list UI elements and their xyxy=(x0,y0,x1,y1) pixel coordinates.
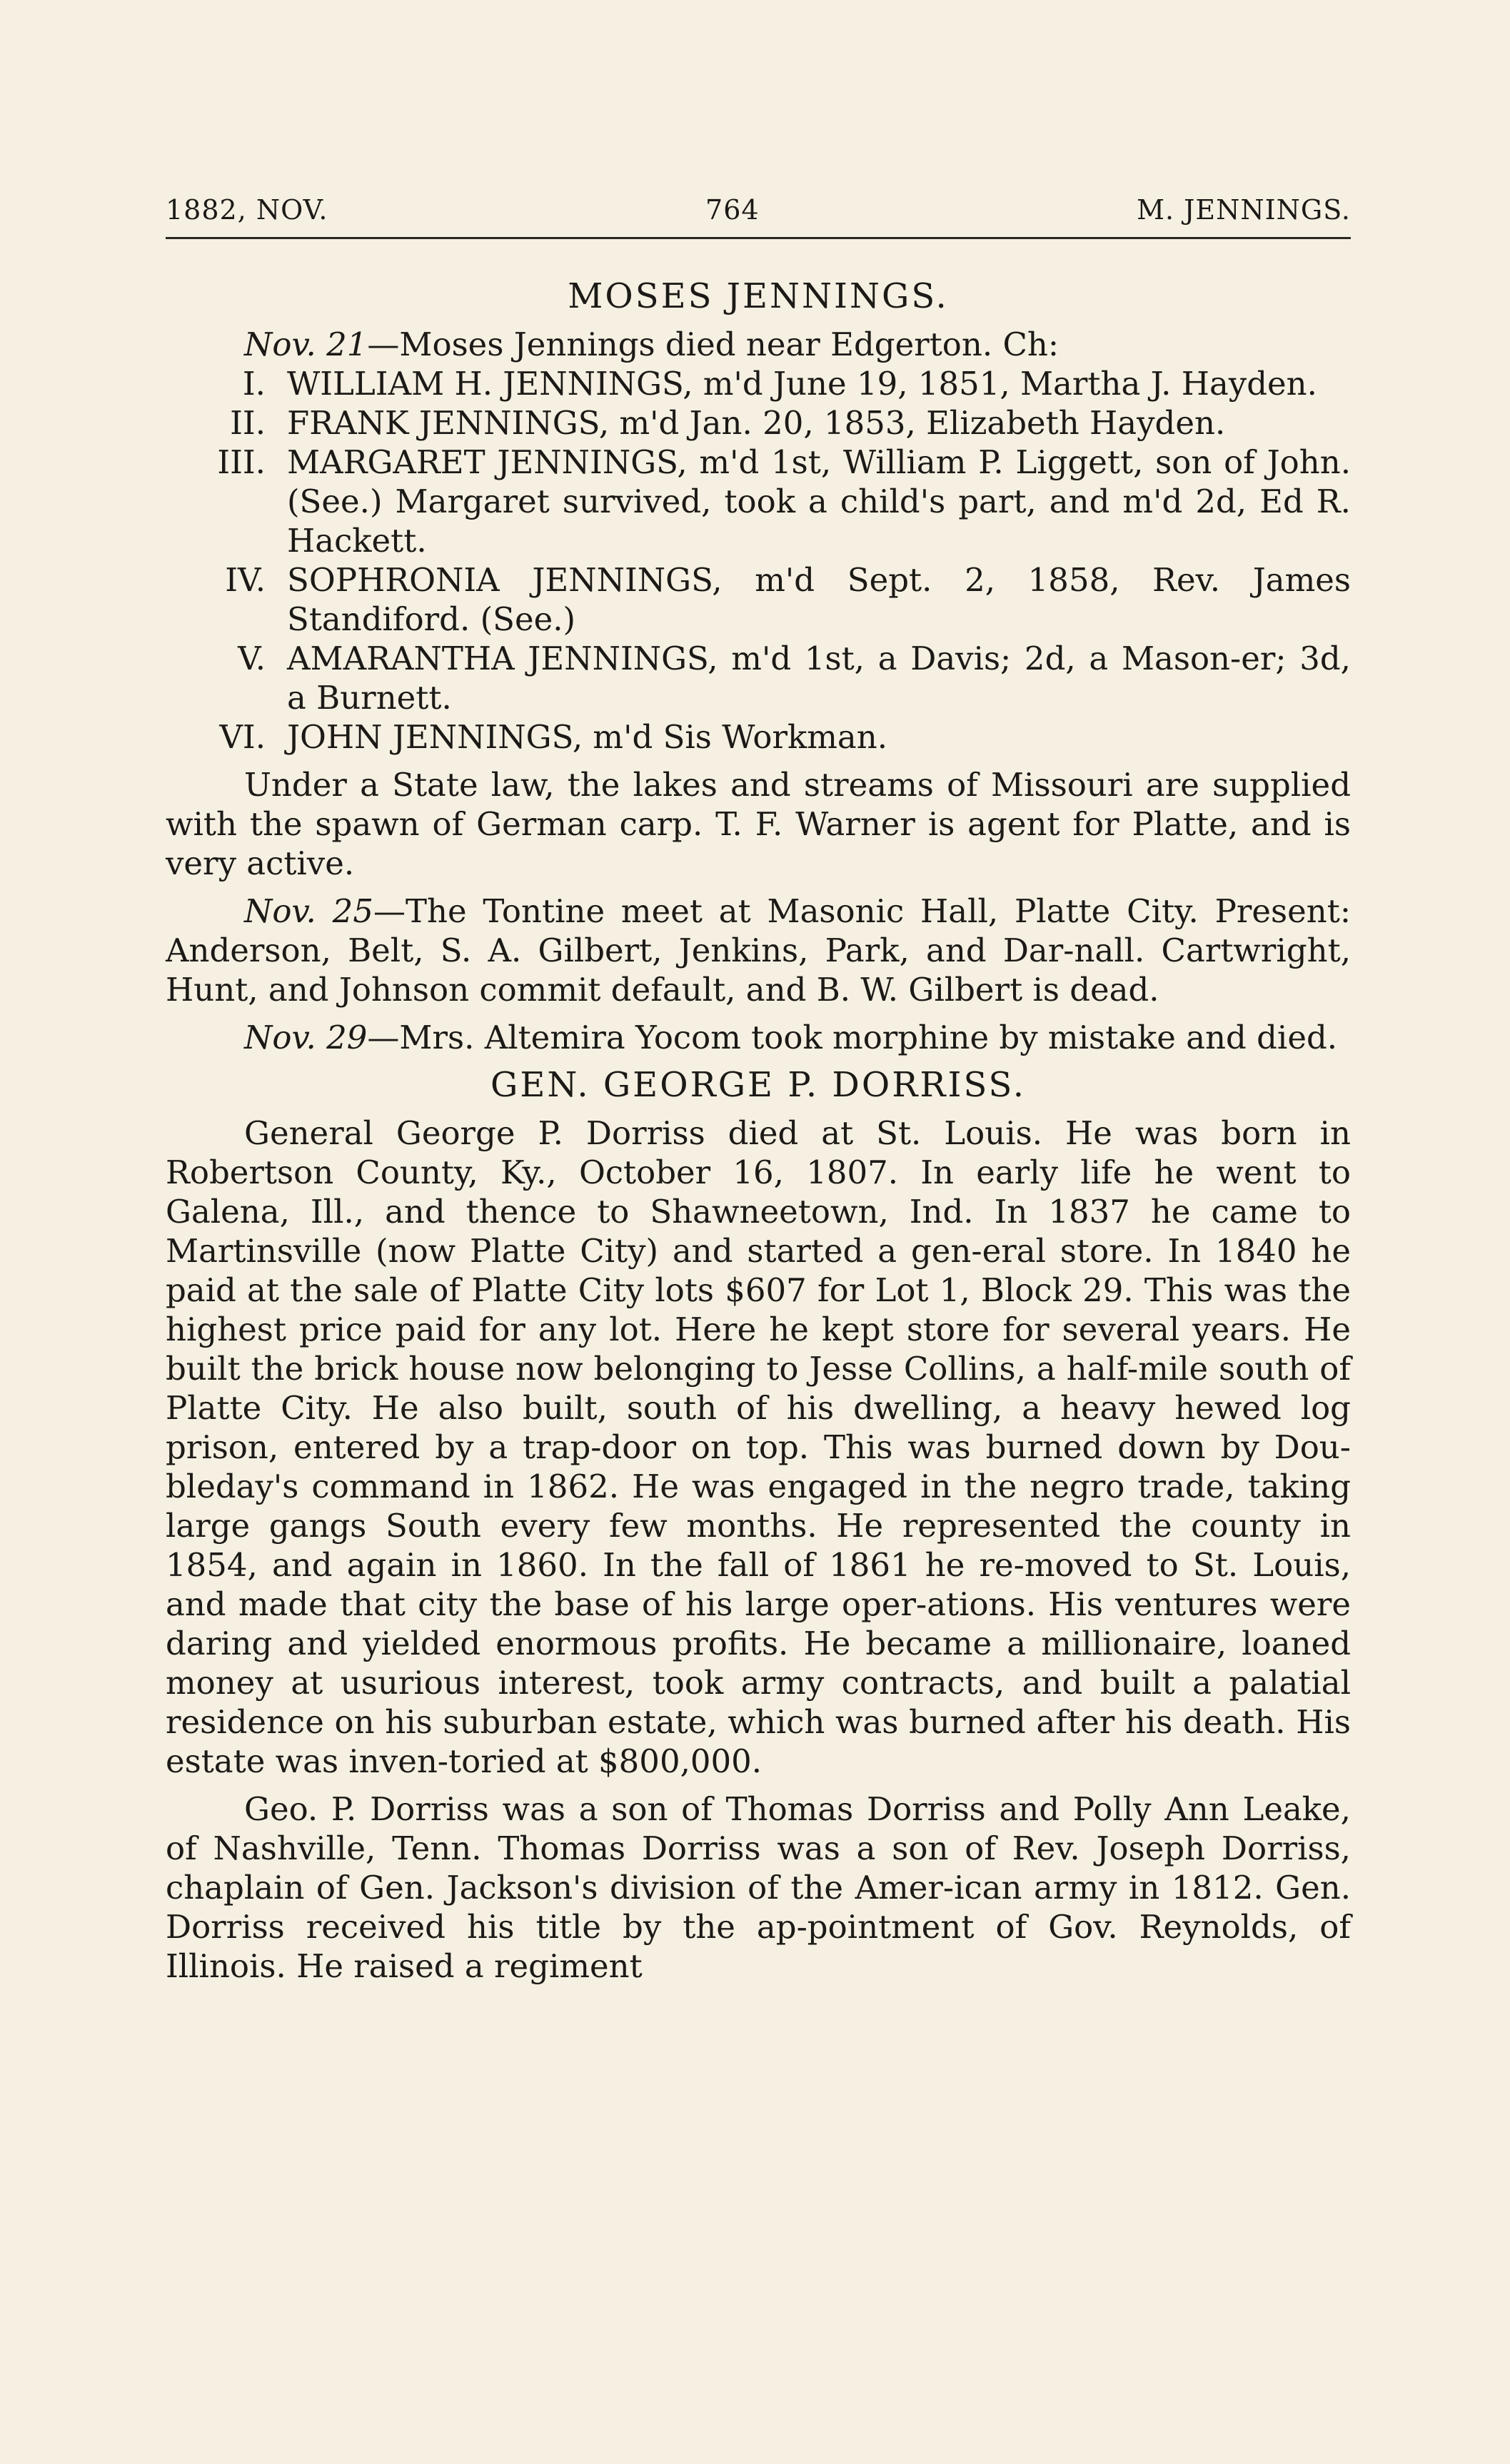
list-item-text: JOHN JENNINGS, m'd Sis Workman. xyxy=(287,718,888,756)
list-item-text: AMARANTHA JENNINGS, m'd 1st, a Davis; 2d, a Mason-er; 3d, a Burnett. xyxy=(287,640,1351,717)
list-item-text: MARGARET JENNINGS, m'd 1st, William P. Liggett, son of John. (See.) Margaret survived, took a child's part, and m'd 2d, Ed R. Hackett. xyxy=(287,443,1351,560)
list-item xyxy=(166,364,1351,403)
entry-date: Nov. 29 xyxy=(244,1019,368,1056)
list-item-number: IV. xyxy=(225,561,266,599)
entry-date: Nov. 21 xyxy=(244,325,368,363)
entry-date: Nov. 25 xyxy=(244,892,373,930)
list-item xyxy=(166,717,1351,757)
header-rule xyxy=(166,237,1351,239)
entry-text: —Moses Jennings died near Edgerton. Ch: xyxy=(367,325,1059,363)
section-title-moses-jennings: MOSES JENNINGS. xyxy=(568,276,949,316)
yocom-paragraph xyxy=(166,1018,1351,1057)
list-item-text: SOPHRONIA JENNINGS, m'd Sept. 2, 1858, Rev. James Standiford. (See.) xyxy=(287,561,1351,638)
intro-paragraph xyxy=(166,325,1351,364)
list-item xyxy=(166,639,1351,717)
list-item-number: V. xyxy=(238,640,266,677)
list-item-number: III. xyxy=(217,443,266,481)
header-name: M. JENNINGS. xyxy=(1137,194,1351,226)
entry-text: —Mrs. Altemira Yocom took morphine by mistake and died. xyxy=(367,1019,1338,1056)
page-number: 764 xyxy=(705,194,760,226)
list-item xyxy=(166,443,1351,560)
list-item-number: I. xyxy=(242,365,266,403)
list-item xyxy=(166,560,1351,639)
carp-paragraph: Under a State law, the lakes and streams of Missouri are supplied with the spawn of German carp. T. F. Warner is agent for Platte, and is very active. xyxy=(166,766,1351,882)
list-item-text: FRANK JENNINGS, m'd Jan. 20, 1853, Elizabeth Hayden. xyxy=(287,404,1226,442)
list-item-text: WILLIAM H. JENNINGS, m'd June 19, 1851, Martha J. Hayden. xyxy=(287,365,1317,403)
dorriss-paragraph-1: General George P. Dorriss died at St. Louis. He was born in Robertson County, Ky., October 16, 1807. In early life he went to Galena, Ill., and thence to Shawneetown, Ind. In 1837 he came to Martinsville (now Platte City) and started a gen-eral store. In 1840 he paid at the sale of Platte City lots $607 for Lot 1, Block 29. This was the highest price paid for any lot. Here he kept store for several years. He built the brick house now belonging to Jesse Collins, a half-mile south of Platte City. He also built, south of his dwelling, a heavy hewed log prison, entered by a trap-door on top. This was burned down by Dou-bleday's command in 1862. He was engaged in the negro trade, taking large gangs South every few months. He represented the county in 1854, and again in 1860. In the fall of 1861 he re-moved to St. Louis, and made that city the base of his large oper-ations. His ventures were daring and yielded enormous profits. He became a millionaire, loaned money at usurious interest, took army contracts, and built a palatial residence on his suburban estate, which was burned after his death. His estate was inven-toried at $800,000. xyxy=(166,1114,1351,1780)
running-header xyxy=(166,194,1351,226)
dorriss-paragraph-2: Geo. P. Dorriss was a son of Thomas Dorriss and Polly Ann Leake, of Nashville, Tenn. Thomas Dorriss was a son of Rev. Joseph Dorriss, chaplain of Gen. Jackson's division of the Amer-ican army in 1812. Gen. Dorriss received his title by the ap-pointment of Gov. Reynolds, of Illinois. He raised a regiment xyxy=(166,1790,1351,1985)
section-title-dorriss: GEN. GEORGE P. DORRISS. xyxy=(490,1065,1026,1105)
page-body xyxy=(166,277,1351,1986)
children-list xyxy=(166,364,1351,757)
entry-text: —The Tontine meet at Masonic Hall, Platte City. Present: Anderson, Belt, S. A. Gilbert, Jenkins, Park, and Dar-nall. Cartwright, Hunt, and Johnson commit default, and B. W. Gilbert is dead. xyxy=(166,892,1352,1009)
header-date: 1882, NOV. xyxy=(166,194,328,226)
list-item xyxy=(166,403,1351,443)
tontine-paragraph xyxy=(166,892,1351,1009)
list-item-number: II. xyxy=(230,404,266,442)
list-item-number: VI. xyxy=(219,718,266,756)
